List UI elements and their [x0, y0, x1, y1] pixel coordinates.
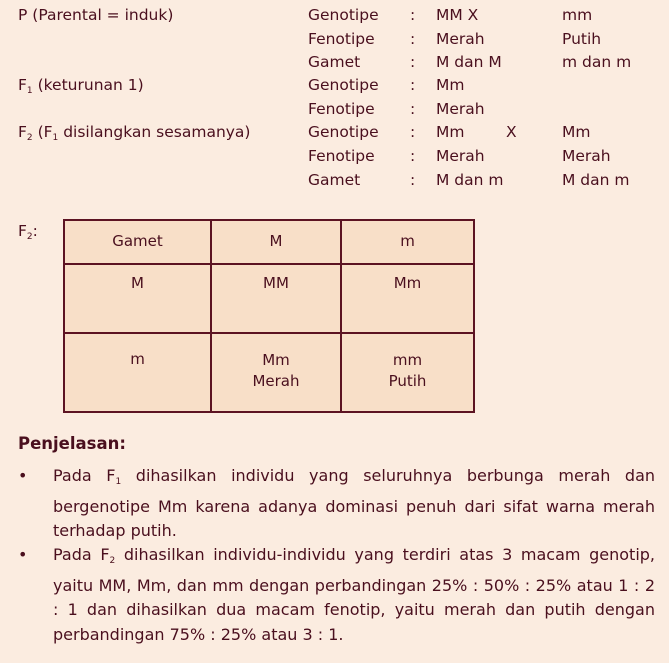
f2-label — [18, 123, 250, 143]
explanation-heading: Penjelasan: — [18, 434, 126, 453]
row-colon: : — [410, 53, 416, 71]
f1-prefix: F — [18, 76, 27, 94]
row-value-2: Mm — [562, 123, 591, 141]
row-key: Gamet — [308, 53, 361, 71]
row-value-1: MM X — [436, 6, 479, 24]
item-sub: 1 — [115, 477, 122, 487]
row-value-2: m dan m — [562, 53, 632, 71]
row-value-1: Mm — [436, 76, 465, 94]
row-key: Genotipe — [308, 76, 379, 94]
item-prefix: Pada F — [53, 466, 116, 485]
f2-prefix: F — [18, 123, 27, 141]
row-colon: : — [410, 123, 416, 141]
row-colon: : — [410, 147, 416, 165]
parental-label: P (Parental = induk) — [18, 6, 174, 24]
header-cell: M — [269, 232, 283, 250]
row-colon: : — [410, 30, 416, 48]
row-value-1: Mm — [436, 123, 465, 141]
punnett-label-prefix: F — [18, 222, 27, 240]
item-prefix: Pada F — [53, 545, 110, 564]
genotype-cell: MM — [263, 274, 289, 292]
row-value-1: M dan m — [436, 171, 504, 189]
row-key: Genotipe — [308, 123, 379, 141]
row-value-1: Merah — [436, 147, 485, 165]
phenotype-text: Merah — [252, 372, 300, 390]
row-key: Genotipe — [308, 6, 379, 24]
f2-sub: 2 — [26, 133, 33, 143]
row-value-1: Merah — [436, 30, 485, 48]
row-colon: : — [410, 76, 416, 94]
grid-divider — [65, 332, 473, 334]
f2-mid: (F — [32, 123, 53, 141]
row-value-2: Merah — [562, 147, 611, 165]
row-key: Fenotipe — [308, 100, 375, 118]
punnett-label — [18, 222, 38, 242]
genotype-text: mm — [392, 351, 423, 369]
f2-sub2: 1 — [52, 133, 59, 143]
row-colon: : — [410, 100, 416, 118]
grid-divider — [65, 263, 473, 265]
bullet-icon: • — [18, 466, 28, 485]
explanation-item — [53, 543, 655, 647]
f1-sub: 1 — [26, 86, 33, 96]
genotype-text: Mm — [262, 351, 290, 369]
header-cell: Gamet — [112, 232, 163, 250]
row-value-2: mm — [562, 6, 593, 24]
item-sub: 2 — [109, 556, 116, 566]
row-value-2: Putih — [562, 30, 602, 48]
row-value-2: M dan m — [562, 171, 630, 189]
punnett-label-sub: 2 — [26, 232, 33, 242]
punnett-square — [63, 219, 475, 413]
punnett-label-rest: : — [32, 222, 38, 240]
phenotype-text: Putih — [388, 372, 427, 390]
row-key: Gamet — [308, 171, 361, 189]
f1-rest: (keturunan 1) — [32, 76, 144, 94]
item-text: dihasilkan individu yang seluruhnya berbunga merah dan bergenotipe Mm karena adanya dominasi penuh dari sifat warna merah terhadap putih. — [53, 466, 656, 540]
genotype-cell: Mm — [393, 274, 422, 292]
f2-rest: disilangkan sesamanya) — [58, 123, 251, 141]
cross-symbol: X — [506, 123, 517, 141]
genotype-cell — [212, 350, 340, 392]
header-cell: m — [400, 232, 415, 250]
row-key: Fenotipe — [308, 147, 375, 165]
row-colon: : — [410, 6, 416, 24]
row-value-1: Merah — [436, 100, 485, 118]
row-value-1: M dan M — [436, 53, 502, 71]
row-key: Fenotipe — [308, 30, 375, 48]
row-colon: : — [410, 171, 416, 189]
f1-label — [18, 76, 144, 96]
genotype-cell — [342, 350, 473, 392]
explanation-item — [53, 464, 655, 544]
item-text: dihasilkan individu-individu yang terdiri atas 3 macam genotip, yaitu MM, Mm, dan mm dengan perbandingan 25% : 50% : 25% atau 1 : 2 : 1 dan dihasilkan dua macam fenotip, yaitu merah dan putih dengan perbandingan 75% : 25% atau 3 : 1. — [53, 545, 656, 644]
bullet-icon: • — [18, 545, 28, 564]
row-header-cell: M — [131, 274, 144, 292]
row-header-cell: m — [130, 350, 145, 368]
